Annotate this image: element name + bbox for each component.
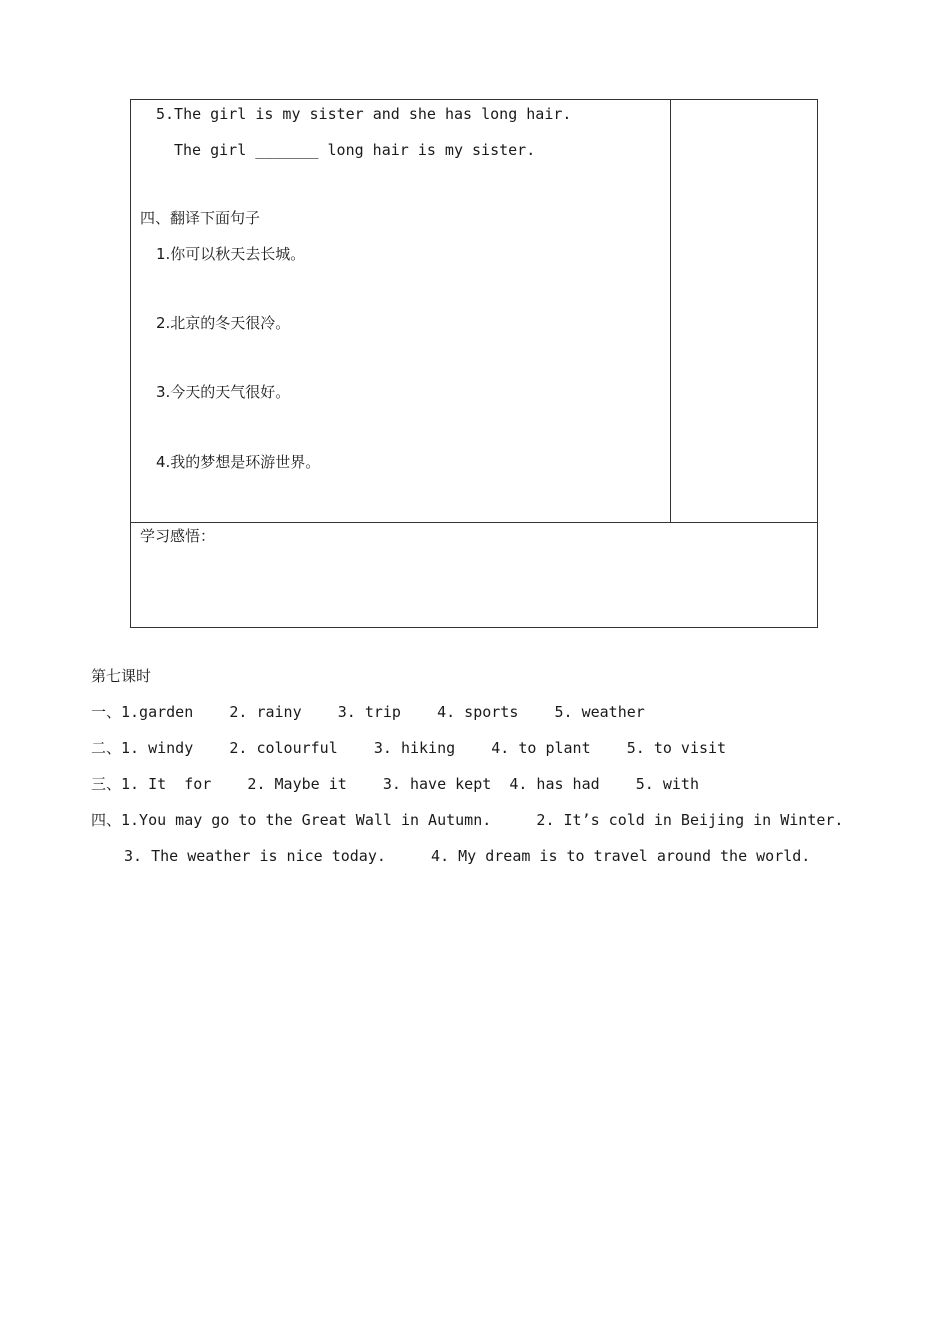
- question-5-sentence: 5.The girl is my sister and she has long hair.: [156, 105, 572, 123]
- column-divider: [670, 100, 671, 522]
- answer-line-3: 三、1. It for 2. Maybe it 3. have kept 4. has had 5. with: [91, 775, 699, 793]
- reflection-label: 学习感悟：: [140, 527, 216, 545]
- question-5-suffix: long hair is my sister.: [327, 141, 536, 159]
- translate-item: 1.你可以秋天去长城。: [156, 245, 306, 263]
- translate-item: 4.我的梦想是环游世界。: [156, 453, 321, 471]
- section-4-title: 四、翻译下面句子: [140, 209, 261, 227]
- answers-title: 第七课时: [91, 667, 152, 685]
- answer-line-1: 一、1.garden 2. rainy 3. trip 4. sports 5. weather: [91, 703, 645, 721]
- row-divider: [131, 522, 817, 523]
- answer-line-4: 四、1.You may go to the Great Wall in Autumn. 2. It’s cold in Beijing in Winter.: [91, 811, 844, 829]
- worksheet-table: [130, 99, 818, 628]
- fill-blank: _______: [255, 141, 319, 159]
- answer-line-2: 二、1. windy 2. colourful 3. hiking 4. to plant 5. to visit: [91, 739, 727, 757]
- translate-item: 3.今天的天气很好。: [156, 383, 291, 401]
- translate-item: 2.北京的冬天很冷。: [156, 314, 291, 332]
- question-5-prefix: The girl: [174, 141, 247, 159]
- question-5-rewrite: [174, 141, 535, 159]
- answer-line-5: 3. The weather is nice today. 4. My dream is to travel around the world.: [124, 847, 811, 865]
